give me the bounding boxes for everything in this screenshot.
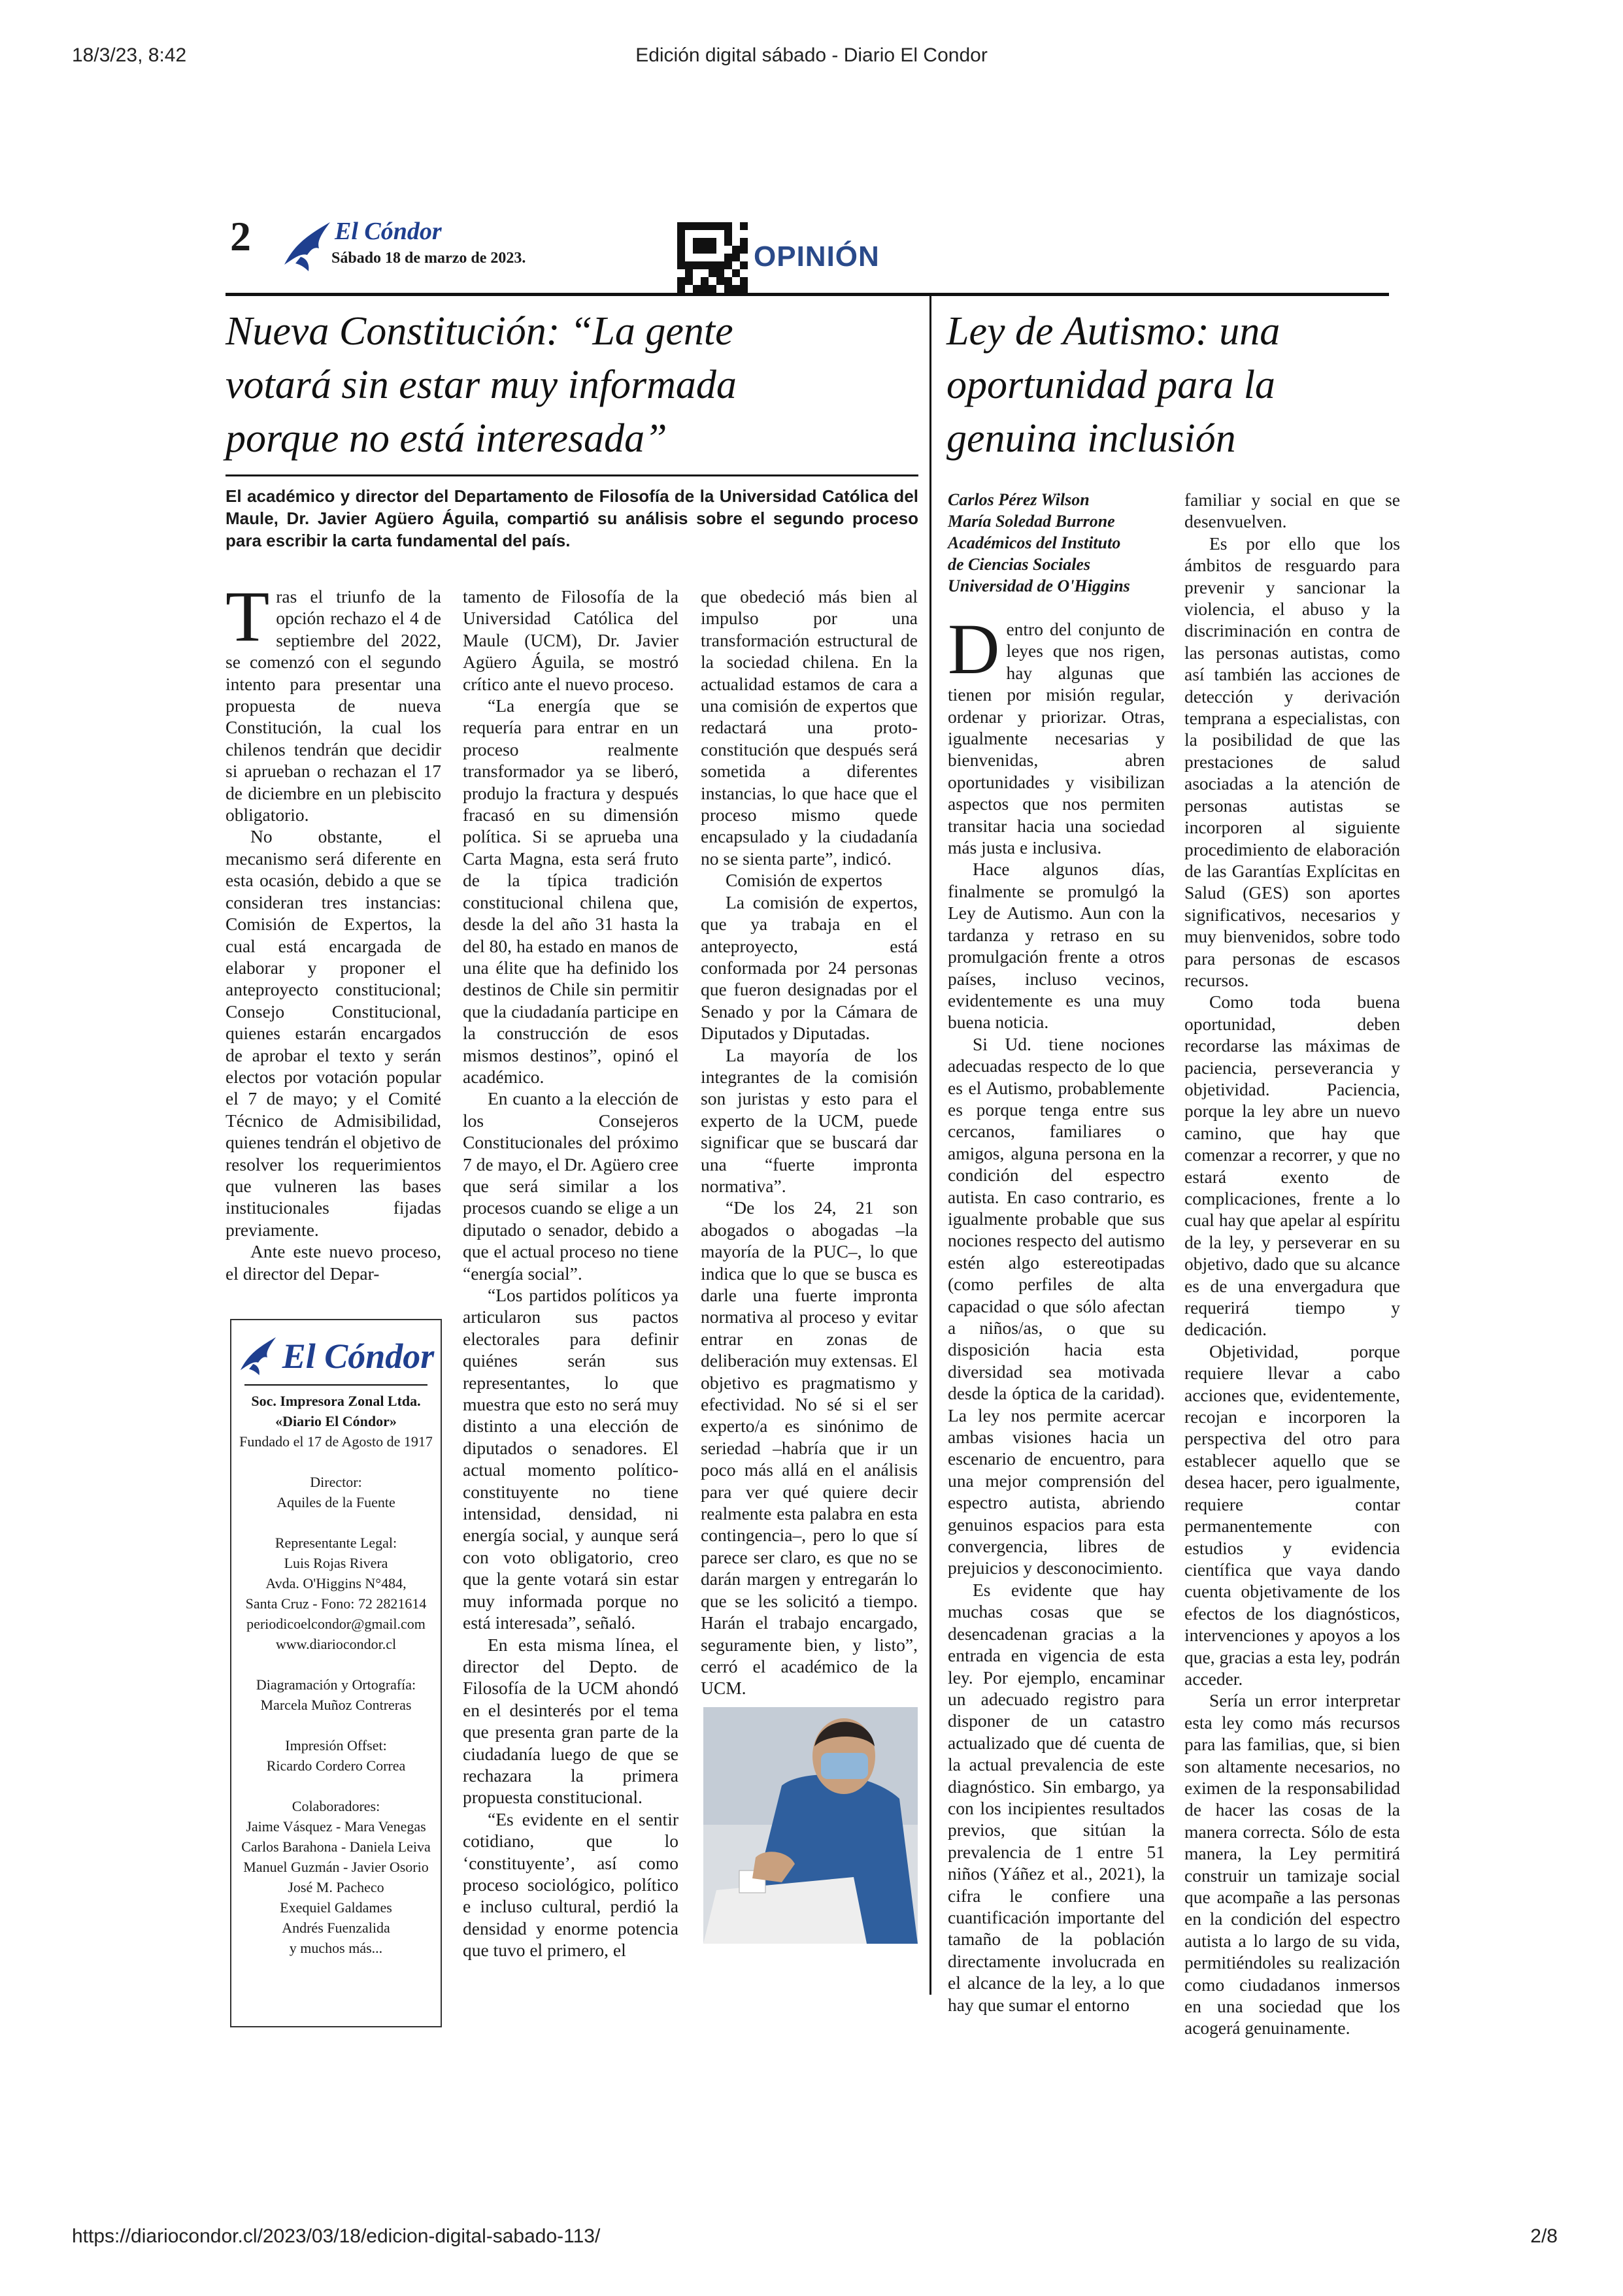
qr-module	[685, 269, 693, 277]
masthead-line: periodicoelcondor@gmail.com	[246, 1616, 426, 1632]
qr-module	[677, 254, 685, 261]
qr-module	[740, 269, 748, 277]
qr-module	[732, 277, 740, 285]
qr-module	[732, 238, 740, 246]
qr-module	[685, 222, 693, 230]
qr-module	[732, 246, 740, 254]
masthead-line: Exequiel Galdames	[280, 1899, 392, 1916]
qr-module	[709, 269, 716, 277]
qr-module	[740, 261, 748, 269]
qr-module	[709, 222, 716, 230]
article1-column-2: tamento de Filosofía de la Universidad Católica del Maule (UCM), Dr. Javier Agüero Águila, se mostró crítico ante el nuevo proceso. “La energía que se requería para entrar en un proceso realmente transformador ya se liberó, produjo la fractura y después fracasó en su dimensión política. Si se aprueba una Carta Magna, esta será fruto de la típica tradición constitucional chilena que, desde la del año 31 hasta la del 80, ha estado en manos de una élite que ha definido los destinos de Chile sin permitir que la ciudadanía participe en la construcción de esos mismos destinos”, opinó el académico. En cuanto a la elección de los Consejeros Constitucionales del próximo 7 de mayo, el Dr. Agüero cree que será similar a los procesos cuando se elige a un diputado o senador, debido a que el actual proceso no tiene “energía social”. “Los partidos políticos ya articularon sus pactos electorales para definir quiénes serán sus representantes, lo que muestra que esto no será muy distinto a una elección de diputados o senadores. El actual momento político-constituyente no tiene intensidad, densidad, ni energía social, y aunque será con voto obligatorio, creo que la gente votará sin estar muy informada porque no está interesada”, señaló. En esta misma línea, el director del Depto. de Filosofía de la UCM ahondó en el desinterés por el tema que presenta gran parte de la ciudadanía luego de que se rechazara la primera propuesta constitucional. “Es evidente en el sentir cotidiano, que lo ‘constituyente’, así como proceso sociológico, político e incluso cultural, perdió la densidad y enorme potencia que tuvo el primero, el	[463, 586, 678, 1961]
qr-module	[685, 261, 693, 269]
qr-module	[693, 254, 701, 261]
qr-module	[740, 254, 748, 261]
qr-module	[716, 230, 724, 238]
qr-module	[677, 222, 685, 230]
qr-module	[709, 246, 716, 254]
qr-module	[701, 285, 709, 293]
print-datetime: 18/3/23, 8:42	[72, 44, 187, 66]
qr-module	[732, 254, 740, 261]
section-title: OPINIÓN	[754, 241, 880, 273]
masthead-line	[231, 1452, 441, 1472]
qr-module	[732, 269, 740, 277]
qr-module	[693, 230, 701, 238]
qr-module	[693, 238, 701, 246]
article2-column-2: familiar y social en que se desenvuelven. Es por ello que los ámbitos de resguardo para prevenir y sancionar la violencia, el abuso y la discriminación en contra de las personas autistas, como así también las acciones de detección y derivación temprana a especialistas, con la posibilidad de que las prestaciones de salud asociadas a la atención de personas autistas se incorporen al siguiente procedimiento de elaboración de las Garantías Explícitas en Salud (GES) son aportes significativos, necesarios y muy bienvenidos, sobre todo para personas de escasos recursos. Como toda buena oportunidad, deben recordarse las máximas de paciencia, perseverancia y objetividad. Paciencia, porque la ley abre un nuevo camino, que hay que comenzar a recorrer, y que no estará exento de complicaciones, frente a lo cual hay que apelar al espíritu de la ley, y perseverar en su objetivo, dado que su alcance es de una envergadura que requerirá tiempo y dedicación. Objetividad, porque requiere llevar a cabo acciones que, evidentemente, recojan e incorporen la perspectiva del otro para establecer aquello que se desea hacer, pero igualmente, requiere contar permanentemente con estudios y evidencia científica que vaya dando cuenta objetivamente de los efectos de los diagnósticos, intervenciones y apoyos a los que, gracias a esta ley, podrán acceder. Sería un error interpretar esta ley como más recursos para las familias, que, si bien son altamente necesarios, no eximen de la responsabilidad de hacer las cosas de la manera correcta. Sólo de esta manera, la Ley permitirá construir un tamizaje social que acompañe a las personas en la condición del espectro autista a lo largo de su vida, permitiéndoles su realización como ciudadanos inmersos en una sociedad que los acogerá genuinamente.	[1184, 490, 1400, 2038]
qr-module	[685, 246, 693, 254]
masthead-line: Carlos Barahona - Daniela Leiva	[241, 1838, 431, 1855]
qr-module	[740, 230, 748, 238]
qr-module	[716, 261, 724, 269]
qr-module	[732, 285, 740, 293]
masthead-line: Avda. O'Higgins N°484,	[265, 1575, 407, 1591]
qr-module	[693, 261, 701, 269]
condor-logo	[281, 219, 333, 275]
masthead-box	[230, 1319, 442, 2027]
qr-module	[677, 246, 685, 254]
qr-module	[693, 285, 701, 293]
qr-module	[724, 230, 732, 238]
qr-module	[724, 261, 732, 269]
qr-module	[709, 230, 716, 238]
qr-module	[693, 269, 701, 277]
qr-module	[701, 254, 709, 261]
qr-module	[732, 230, 740, 238]
qr-module	[709, 254, 716, 261]
page-number: 2	[230, 213, 251, 259]
qr-module	[701, 238, 709, 246]
qr-module	[709, 261, 716, 269]
deck-rule	[226, 474, 918, 476]
qr-module	[716, 269, 724, 277]
masthead-line: Ricardo Cordero Correa	[266, 1757, 406, 1774]
qr-module	[701, 230, 709, 238]
article1-headline: Nueva Constitución: “La gente votará sin estar muy informada porque no está interesada”	[226, 309, 737, 461]
qr-module	[724, 238, 732, 246]
masthead-line: Andrés Fuenzalida	[282, 1920, 390, 1936]
article1-deck: El académico y director del Departamento de Filosofía de la Universidad Católica del Maule, Dr. Javier Agüero Águila, compartió su análisis sobre el segundo proceso para escribir la carta fundamental del país.	[226, 486, 918, 550]
masthead-line: www.diariocondor.cl	[275, 1636, 397, 1652]
article1-column-1: T ras el triunfo de la opción rechazo el 4 de septiembre del 2022, se comenzó con el segundo intento para presentar una propuesta de nueva Constitución, la cual los chilenos tendrán que decidir si aprueban o rechazan el 17 de diciembre en un plebiscito obligatorio. No obstante, el mecanismo será diferente en esta ocasión, debido a que se consideran tres instancias: Comisión de Expertos, la cual está encargada de elaborar y proponer el anteproyecto constitucional; Consejo Constitucional, quienes estarán encargados de aprobar el texto y serán electos por votación popular el 7 de mayo; y el Comité Técnico de Admisibilidad, quienes tendrán el objetivo de resolver los requerimientos que vulneren las bases institucionales fijadas previamente. Ante este nuevo proceso, el director del Depar-	[226, 576, 441, 1284]
qr-module	[716, 254, 724, 261]
subhead-comision: Comisión de expertos	[726, 870, 882, 891]
qr-module	[709, 238, 716, 246]
article2-authors: Carlos Pérez Wilson María Soledad Burrone Académicos del Instituto de Ciencias Sociales Universidad de O'Higgins	[948, 490, 1130, 595]
column-divider	[929, 295, 931, 1995]
qr-module	[709, 285, 716, 293]
masthead-line	[231, 1715, 441, 1735]
article2-column-1: D entro del conjunto de leyes que nos rigen, hay algunas que tienen por misión regular, ordenar y priorizar. Otras, igualmente necesarias y bienvenidas, abren oportunidades y visibilizan aspectos que nos permiten transitar hacia una sociedad más justa e inclusiva. Hace algunos días, finalmente se promulgó la Ley de Autismo. Aun con la tardanza y retraso en su promulgación frente a otros países, incluso vecinos, evidentemente es una muy buena noticia. Si Ud. tiene nociones adecuadas respecto de lo que es el Autismo, probablemente es porque tenga entre sus cercanos, familiares o amigos, alguna persona en la condición del espectro autista. En caso contrario, es igualmente probable que sus nociones respecto del autismo estén algo estereotipadas (como perfiles de alta capacidad o que sólo afectan a niños/as, o que su disposición hacia esta diversidad sea motivada desde la óptica de la caridad). La ley nos permite acercar ambas visiones hacia un escenario de encuentro, para una mejor comprensión del espectro autista, abriendo genuinos espacios para esta convergencia, libres de prejuicios y desconocimiento. Es evidente que hay muchas cosas que se desencadenan gracias a la entrada en vigencia de esta ley. Por ejemplo, encaminar un adecuado registro para disponer de un catastro actualizado que dé cuenta de la actual prevalencia de este diagnóstico. Sin embargo, ya con los incipientes resultados previos, que sitúan la prevalencia de 1 entre 51 niños (Yáñez et al., 2021), la cifra le confiere una cuantificación importante del tamaño de la población directamente involucrada en el alcance de la ley, a lo que hay que sumar el entorno	[948, 609, 1165, 2015]
qr-module	[740, 246, 748, 254]
masthead-lines	[231, 1391, 441, 1958]
qr-module	[716, 238, 724, 246]
qr-module	[716, 285, 724, 293]
qr-module	[701, 222, 709, 230]
masthead-line: Santa Cruz - Fono: 72 2821614	[245, 1595, 427, 1612]
print-page-title: Edición digital sábado - Diario El Condor	[635, 44, 988, 66]
article1-column-3: que obedeció más bien al impulso por una transformación estructural de la sociedad chilena. En la actualidad estamos de cara a una comisión de expertos que redactará una proto-constitución que después será sometida a diferentes instancias, lo que hace que el proceso mismo quede encapsulado y la ciudadanía no se sienta parte”, indicó. Comisión de expertos La comisión de expertos, que ya trabaja en el anteproyecto, está conformada por 24 personas que fueron designadas por el Senado y por la Cámara de Diputados y Diputadas. La mayoría de los integrantes de la comisión son juristas y esto para el experto de la UCM, puede significar que se buscará dar una “fuerte impronta normativa”. “De los 24, 21 son abogados o abogadas –la mayoría de la PUC–, lo que indica que lo que se busca es darle una fuerte impronta normativa al proceso y evitar entrar en zonas de deliberación muy extensas. El objetivo es pragmatismo y efectividad. No sé si el ser experto/a es sinónimo de seriedad –habría que ir un poco más allá en el análisis para ver qué quiere decir realmente esta palabra en esta contingencia–, pero lo que sí parece ser claro, es que no se darán margen y entregarán lo que se les solicitó a tiempo. Harán el trabajo encargado, seguramente bien, y listo”, cerró el académico de la UCM.	[701, 586, 918, 1699]
qr-module	[732, 261, 740, 269]
masthead-line	[231, 1776, 441, 1796]
qr-module	[709, 277, 716, 285]
masthead-line: Fundado el 17 de Agosto de 1917	[239, 1433, 433, 1450]
qr-module	[693, 246, 701, 254]
print-page-count: 2/8	[1530, 2225, 1558, 2247]
masthead-line	[231, 1512, 441, 1533]
masthead-line: Director:	[310, 1474, 362, 1490]
qr-module	[724, 285, 732, 293]
masthead-line: Aquiles de la Fuente	[276, 1494, 395, 1510]
masthead-logo-text: El Cóndor	[282, 1336, 435, 1376]
qr-module	[732, 222, 740, 230]
qr-module	[740, 238, 748, 246]
qr-module	[693, 277, 701, 285]
masthead-line: Marcela Muñoz Contreras	[260, 1697, 412, 1713]
qr-module	[740, 222, 748, 230]
header-logo-text: El Cóndor	[335, 218, 442, 245]
qr-module	[685, 285, 693, 293]
qr-module	[685, 238, 693, 246]
masthead-line: Diagramación y Ortografía:	[256, 1676, 416, 1693]
qr-module	[701, 269, 709, 277]
masthead-line: Jaime Vásquez - Mara Venegas	[246, 1818, 426, 1835]
qr-module	[677, 277, 685, 285]
qr-module	[724, 277, 732, 285]
qr-module	[677, 230, 685, 238]
masthead-line: y muchos más...	[289, 1940, 383, 1956]
masthead-line: Manuel Guzmán - Javier Osorio	[243, 1859, 429, 1875]
qr-module	[724, 246, 732, 254]
qr-module	[716, 277, 724, 285]
qr-module	[740, 285, 748, 293]
dropcap-t: T	[226, 576, 270, 656]
qr-module	[724, 254, 732, 261]
qr-module	[685, 230, 693, 238]
masthead-line	[231, 1654, 441, 1674]
voting-photo	[703, 1707, 918, 1944]
qr-module	[716, 246, 724, 254]
qr-module	[677, 261, 685, 269]
print-url: https://diariocondor.cl/2023/03/18/edicion-digital-sabado-113/	[72, 2225, 601, 2247]
qr-module	[701, 261, 709, 269]
masthead-condor-icon	[238, 1335, 278, 1378]
qr-module	[693, 222, 701, 230]
qr-module	[740, 277, 748, 285]
masthead-line: José M. Pacheco	[288, 1879, 384, 1895]
qr-code	[677, 222, 748, 293]
header-rule	[226, 293, 1389, 296]
masthead-line: Representante Legal:	[275, 1535, 397, 1551]
article2-headline: Ley de Autismo: una oportunidad para la genuina inclusión	[946, 309, 1280, 461]
qr-module	[701, 246, 709, 254]
masthead-logo	[231, 1335, 441, 1378]
masthead-line: Colaboradores:	[292, 1798, 380, 1814]
masthead-rule	[244, 1384, 427, 1386]
qr-module	[724, 222, 732, 230]
dropcap-d: D	[948, 609, 1000, 689]
qr-module	[677, 285, 685, 293]
qr-module	[716, 222, 724, 230]
condor-bird-icon	[281, 219, 333, 275]
masthead-line: Soc. Impresora Zonal Ltda.	[251, 1393, 421, 1409]
qr-module	[677, 269, 685, 277]
masthead-line: «Diario El Cóndor»	[275, 1413, 397, 1429]
qr-module	[677, 238, 685, 246]
masthead-line: Impresión Offset:	[285, 1737, 387, 1754]
page-date: Sábado 18 de marzo de 2023.	[331, 250, 526, 267]
qr-module	[724, 269, 732, 277]
qr-module	[685, 277, 693, 285]
qr-module	[685, 254, 693, 261]
masthead-line: Luis Rojas Rivera	[284, 1555, 388, 1571]
qr-module	[701, 277, 709, 285]
